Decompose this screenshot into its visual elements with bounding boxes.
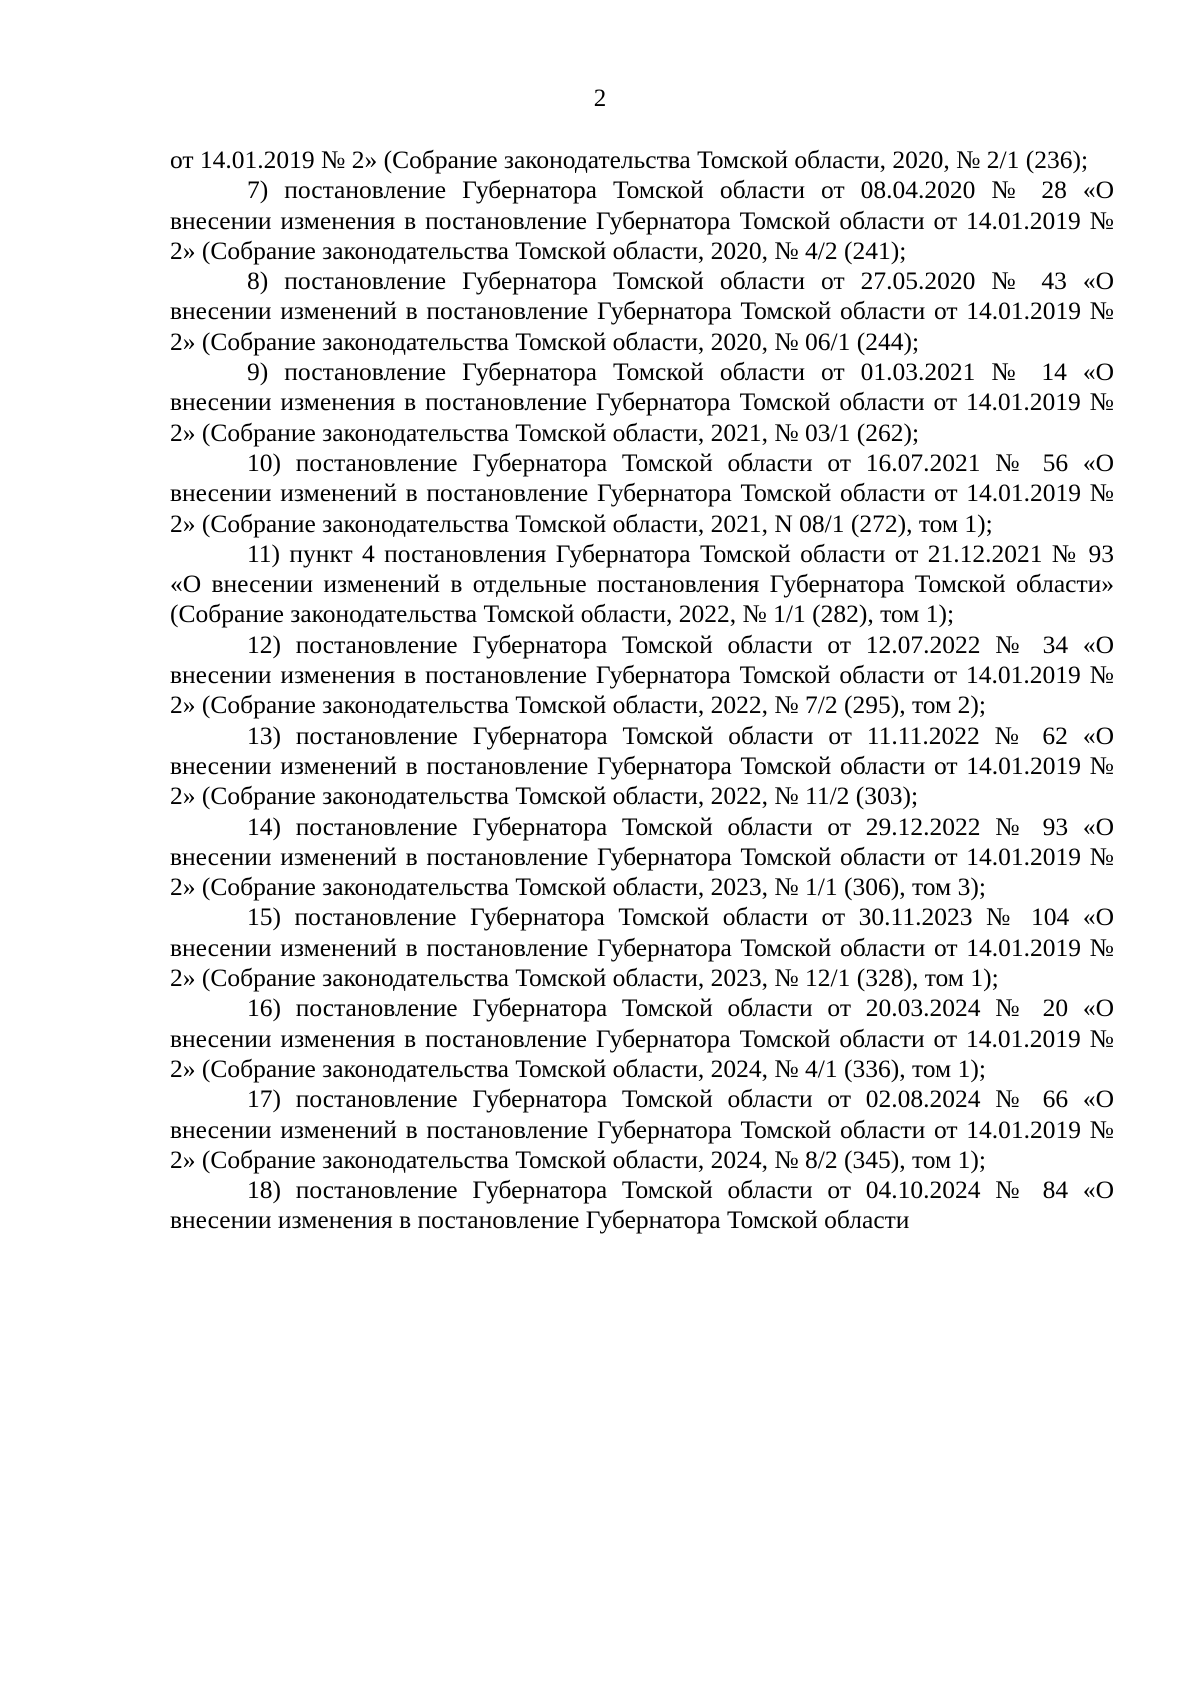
list-item-8: 8) постановление Губернатора Томской области от 27.05.2020 № 43 «О внесении изменений в постановление Губернатора Томской области от 14.01.2019 № 2» (Собрание законодательства Томской области, 2020, № 06/1 (244);	[170, 266, 1114, 356]
paragraph-continuation: от 14.01.2019 № 2» (Собрание законодательства Томской области, 2020, № 2/1 (236);	[170, 145, 1089, 174]
document-body	[170, 145, 1114, 1236]
list-item-17: 17) постановление Губернатора Томской области от 02.08.2024 № 66 «О внесении изменений в постановление Губернатора Томской области от 14.01.2019 № 2» (Собрание законодательства Томской области, 2024, № 8/2 (345), том 1);	[170, 1084, 1114, 1174]
list-item-15: 15) постановление Губернатора Томской области от 30.11.2023 № 104 «О внесении изменений в постановление Губернатора Томской области от 14.01.2019 № 2» (Собрание законодательства Томской области, 2023, № 12/1 (328), том 1);	[170, 902, 1114, 993]
list-item-14: 14) постановление Губернатора Томской области от 29.12.2022 № 93 «О внесении изменений в постановление Губернатора Томской области от 14.01.2019 № 2» (Собрание законодательства Томской области, 2023, № 1/1 (306), том 3);	[170, 811, 1114, 902]
list-item-18: 18) постановление Губернатора Томской области от 04.10.2024 № 84 «О внесении изменения в постановление Губернатора Томской области	[170, 1175, 1114, 1235]
list-item-10: 10) постановление Губернатора Томской области от 16.07.2021 № 56 «О внесении изменений в постановление Губернатора Томской области от 14.01.2019 № 2» (Собрание законодательства Томской области, 2021, N 08/1 (272), том 1);	[170, 447, 1114, 538]
list-item-16: 16) постановление Губернатора Томской области от 20.03.2024 № 20 «О внесении изменения в постановление Губернатора Томской области от 14.01.2019 № 2» (Собрание законодательства Томской области, 2024, № 4/1 (336), том 1);	[170, 993, 1114, 1083]
list-item-13: 13) постановление Губернатора Томской области от 11.11.2022 № 62 «О внесении изменений в постановление Губернатора Томской области от 14.01.2019 № 2» (Собрание законодательства Томской области, 2022, № 11/2 (303);	[170, 720, 1114, 811]
list-item-11: 11) пункт 4 постановления Губернатора Томской области от 21.12.2021 № 93 «О внесении изменений в отдельные постановления Губернатора Томской области» (Собрание законодательства Томской области, 2022, № 1/1 (282), том 1);	[170, 538, 1114, 629]
page-number: 2	[593, 85, 607, 112]
list-item-12: 12) постановление Губернатора Томской области от 12.07.2022 № 34 «О внесении изменения в постановление Губернатора Томской области от 14.01.2019 № 2» (Собрание законодательства Томской области, 2022, № 7/2 (295), том 2);	[170, 629, 1114, 720]
list-item-7: 7) постановление Губернатора Томской области от 08.04.2020 № 28 «О внесении изменения в постановление Губернатора Томской области от 14.01.2019 № 2» (Собрание законодательства Томской области, 2020, № 4/2 (241);	[170, 175, 1114, 265]
list-item-9: 9) постановление Губернатора Томской области от 01.03.2021 № 14 «О внесении изменения в постановление Губернатора Томской области от 14.01.2019 № 2» (Собрание законодательства Томской области, 2021, № 03/1 (262);	[170, 357, 1114, 447]
